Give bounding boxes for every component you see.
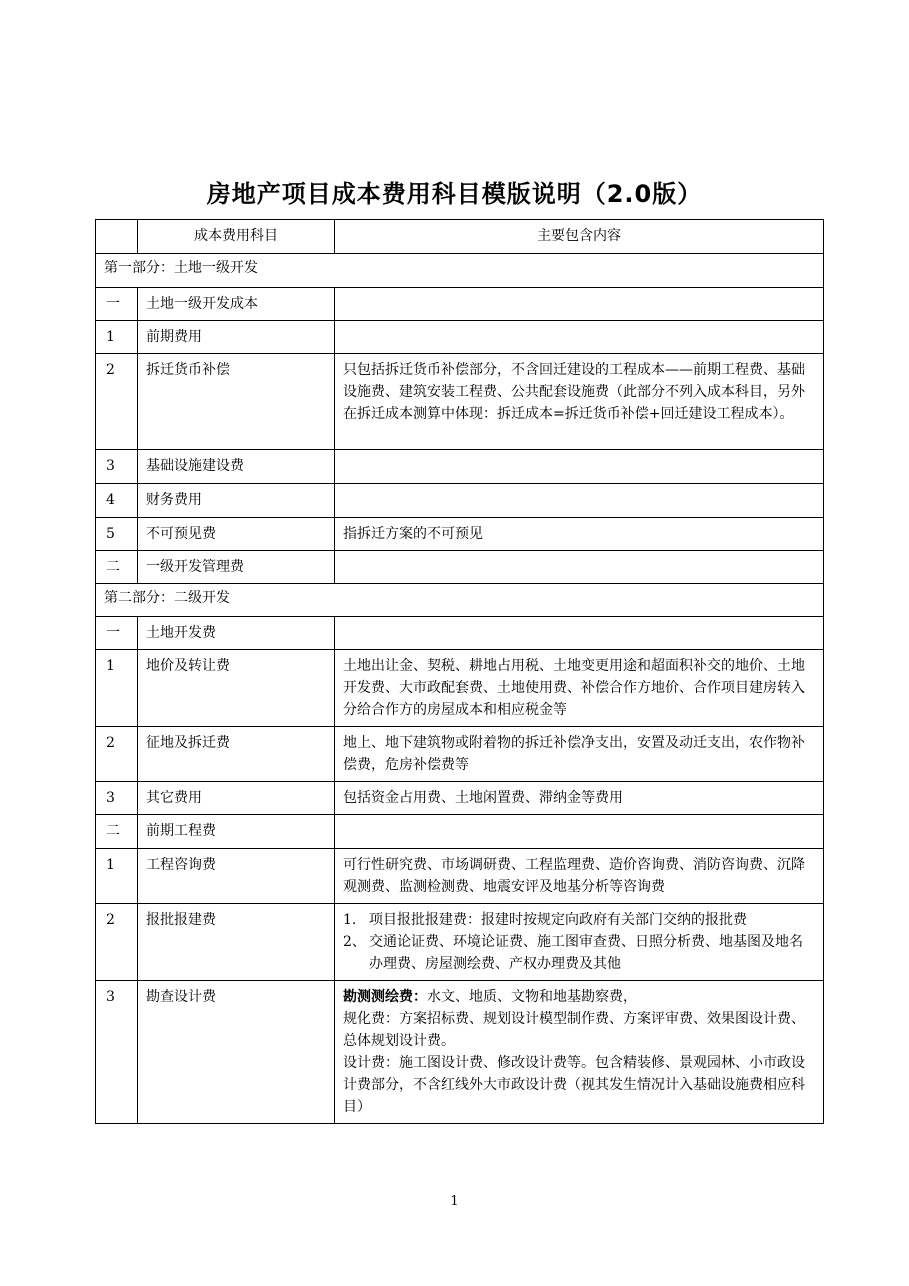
list-item [343, 931, 815, 975]
row-number: 5 [96, 518, 138, 551]
row-number: 1 [96, 321, 138, 354]
cost-subject-table [95, 219, 824, 1124]
section-row [96, 254, 824, 288]
row-subject: 前期费用 [138, 321, 335, 354]
section-heading: 第一部分：土地一级开发 [96, 254, 824, 288]
row-content [335, 617, 824, 650]
row-subject: 勘查设计费 [138, 981, 335, 1124]
table-row [96, 617, 824, 650]
table-row [96, 288, 824, 321]
header-subject: 成本费用科目 [138, 220, 335, 254]
row-content: 包括资金占用费、土地闲置费、滞纳金等费用 [335, 782, 824, 815]
row-number: 1 [96, 650, 138, 727]
table-header-row [96, 220, 824, 254]
row-content: 只包括拆迁货币补偿部分，不含回迁建设的工程成本——前期工程费、基础设施费、建筑安装工程费、公共配套设施费（此部分不列入成本科目，另外在拆迁成本测算中体现：拆迁成本=拆迁货币补偿+回迁建设工程成本）。 [335, 354, 824, 450]
row-number: 2 [96, 727, 138, 782]
paragraph-design: 设计费：施工图设计费、修改设计费等。包含精装修、景观园林、小市政设计费部分，不含红线外大市政设计费（视其发生情况计入基础设施费相应科目） [343, 1055, 805, 1115]
row-content: 可行性研究费、市场调研费、工程监理费、造价咨询费、消防咨询费、沉降观测费、监测检测费、地震安评及地基分析等咨询费 [335, 849, 824, 904]
table-row [96, 650, 824, 727]
row-number: 2 [96, 904, 138, 981]
list-item [343, 909, 815, 931]
row-subject: 土地开发费 [138, 617, 335, 650]
paragraph-survey-label: 勘测测绘费： [343, 989, 427, 1005]
section-row [96, 584, 824, 617]
table-row [96, 518, 824, 551]
row-subject: 地价及转让费 [138, 650, 335, 727]
row-subject: 拆迁货币补偿 [138, 354, 335, 450]
row-number: 4 [96, 484, 138, 518]
table-row [96, 815, 824, 849]
row-number: 一 [96, 288, 138, 321]
row-number: 3 [96, 782, 138, 815]
table-row [96, 782, 824, 815]
list-item-text: 项目报批报建费：报建时按规定向政府有关部门交纳的报批费 [369, 912, 747, 928]
row-content [335, 815, 824, 849]
row-subject: 征地及拆迁费 [138, 727, 335, 782]
paragraph-survey-text: 水文、地质、文物和地基勘察费， [427, 989, 637, 1005]
row-content: 指拆迁方案的不可预见 [335, 518, 824, 551]
row-subject: 报批报建费 [138, 904, 335, 981]
row-subject: 土地一级开发成本 [138, 288, 335, 321]
row-subject: 其它费用 [138, 782, 335, 815]
row-content [335, 321, 824, 354]
row-number: 3 [96, 450, 138, 484]
row-number: 二 [96, 551, 138, 584]
row-subject: 财务费用 [138, 484, 335, 518]
table-row [96, 981, 824, 1124]
header-content: 主要包含内容 [335, 220, 824, 254]
table-row [96, 727, 824, 782]
paragraph-planning: 规化费：方案招标费、规划设计模型制作费、方案评审费、效果图设计费、总体规划设计费。 [343, 1011, 805, 1049]
list-item-number: 1. [343, 912, 357, 928]
row-number: 2 [96, 354, 138, 450]
header-no-cell [96, 220, 138, 254]
row-number: 一 [96, 617, 138, 650]
table-row [96, 484, 824, 518]
list-item-text: 交通论证费、环境论证费、施工图审查费、日照分析费、地基图及地名办理费、房屋测绘费、产权办理费及其他 [369, 934, 803, 972]
table-row [96, 321, 824, 354]
table-row [96, 450, 824, 484]
row-content [335, 288, 824, 321]
row-content-paragraphs [335, 981, 824, 1124]
row-number: 3 [96, 981, 138, 1124]
row-content: 土地出让金、契税、耕地占用税、土地变更用途和超面积补交的地价、土地开发费、大市政配套费、土地使用费、补偿合作方地价、合作项目建房转入分给合作方的房屋成本和相应税金等 [335, 650, 824, 727]
paragraph-survey [343, 986, 815, 1008]
row-subject: 不可预见费 [138, 518, 335, 551]
row-subject: 工程咨询费 [138, 849, 335, 904]
document-title: 房地产项目成本费用科目模版说明（2.0版） [206, 180, 703, 208]
row-content [335, 551, 824, 584]
row-content [335, 484, 824, 518]
row-number: 二 [96, 815, 138, 849]
page-number: 1 [450, 1194, 459, 1209]
table-row [96, 354, 824, 450]
table-row [96, 904, 824, 981]
list-item-number: 2、 [343, 934, 366, 950]
row-subject: 一级开发管理费 [138, 551, 335, 584]
section-heading: 第二部分：二级开发 [96, 584, 824, 617]
row-number: 1 [96, 849, 138, 904]
row-content: 地上、地下建筑物或附着物的拆迁补偿净支出，安置及动迁支出，农作物补偿费，危房补偿费等 [335, 727, 824, 782]
table-row [96, 551, 824, 584]
row-content-list [335, 904, 824, 981]
table-row [96, 849, 824, 904]
row-subject: 基础设施建设费 [138, 450, 335, 484]
row-content [335, 450, 824, 484]
row-subject: 前期工程费 [138, 815, 335, 849]
